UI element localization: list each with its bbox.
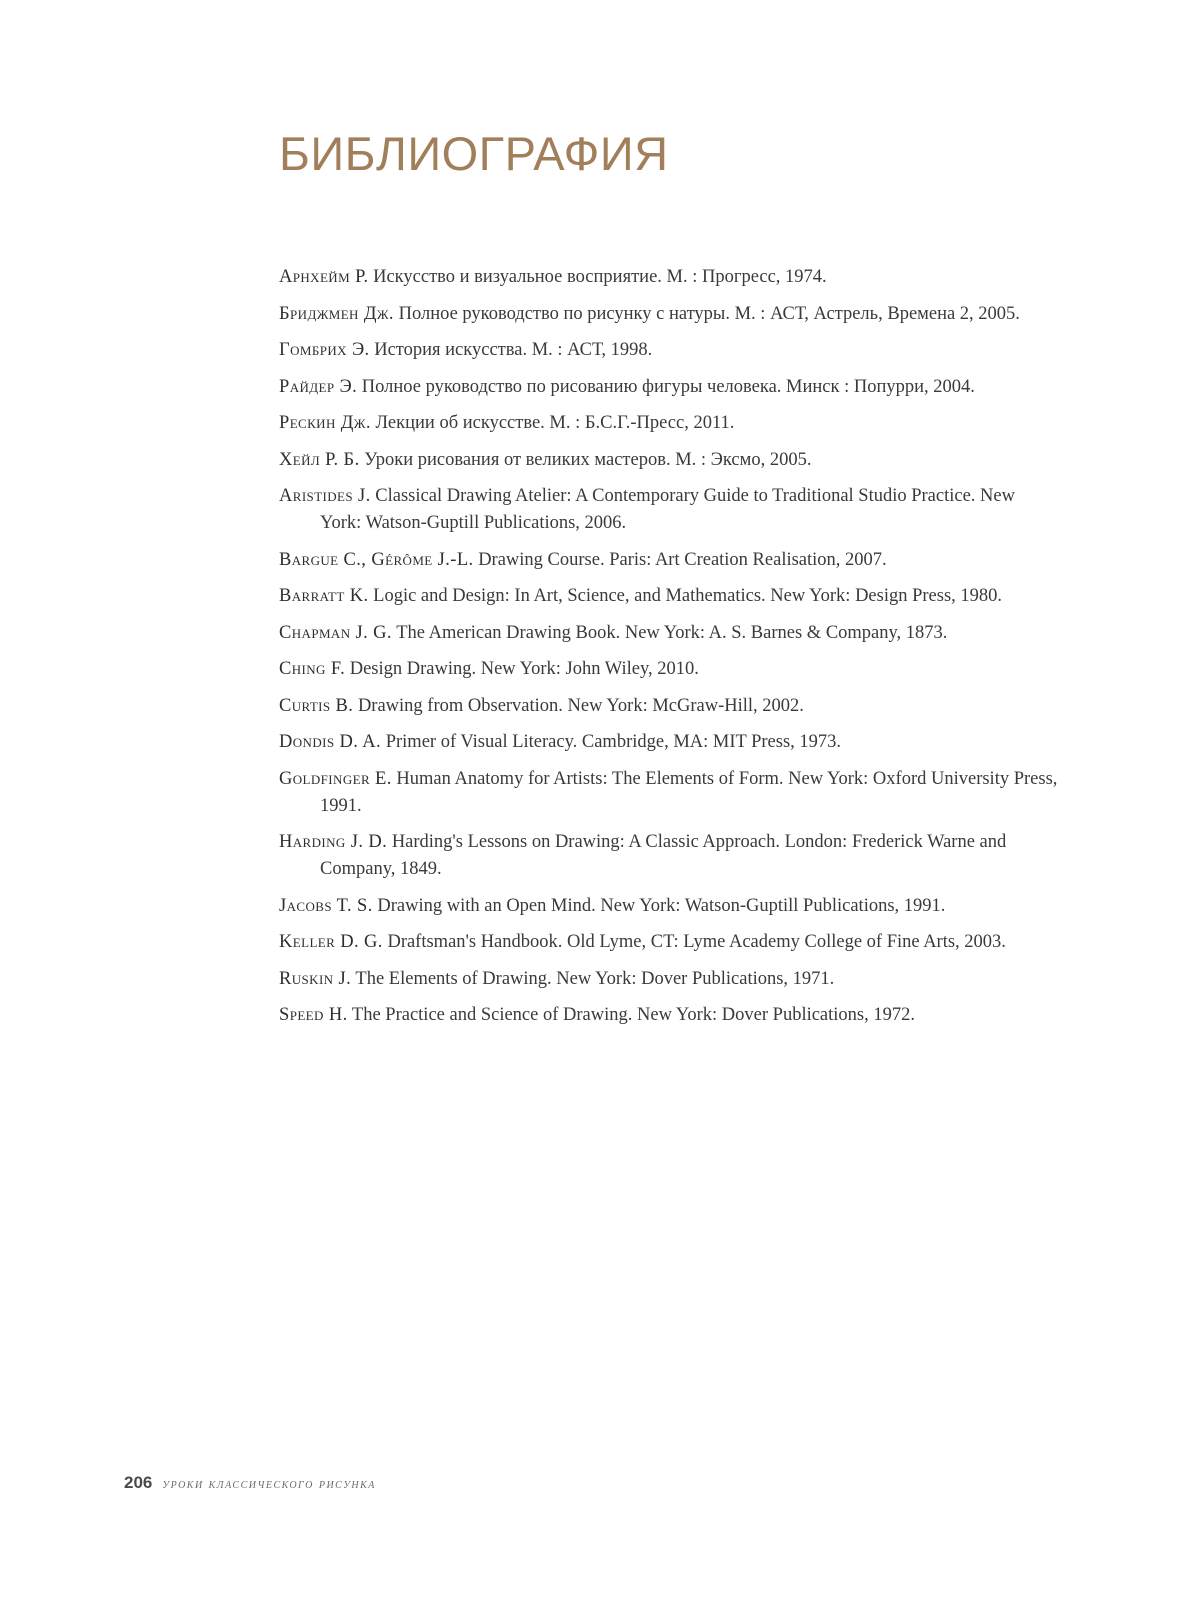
- entry-text: Drawing from Observation. New York: McGraw-Hill, 2002.: [357, 695, 804, 716]
- bibliography-entry: [279, 766, 1059, 820]
- entry-author: Goldfinger E.: [279, 768, 392, 789]
- entry-author: Aristides J.: [279, 486, 371, 506]
- bibliography-entry: [279, 620, 1059, 647]
- entry-text: Уроки рисования от великих мастеров. М. : Эксмо, 2005.: [364, 449, 812, 470]
- bibliography-entry: [279, 337, 1059, 364]
- entry-text: Classical Drawing Atelier: A Contemporary Guide to Traditional Studio Practice. New York: Watson-Guptill Publications, 2006.: [320, 486, 1015, 533]
- entry-text: Harding's Lessons on Drawing: A Classic Approach. London: Frederick Warne and Company, 1849.: [320, 832, 1007, 879]
- bibliography-entry: [279, 829, 1059, 883]
- entry-text: История искусства. М. : АСТ, 1998.: [374, 340, 653, 360]
- entry-author: Гомбрих Э.: [279, 340, 370, 360]
- entry-text: Drawing with an Open Mind. New York: Watson-Guptill Publications, 1991.: [377, 895, 946, 916]
- entry-author: Арнхейм Р.: [279, 267, 369, 287]
- bibliography-entry: [279, 410, 1059, 437]
- entry-author: Ching F.: [279, 659, 346, 679]
- entry-text: The American Drawing Book. New York: A. S. Barnes & Company, 1873.: [396, 622, 948, 643]
- entry-text: The Practice and Science of Drawing. New York: Dover Publications, 1972.: [351, 1005, 915, 1025]
- page-footer: [124, 1473, 376, 1493]
- entry-author: Barratt K.: [279, 586, 369, 606]
- running-title: уроки классического рисунка: [162, 1477, 376, 1492]
- bibliography-entry: [279, 1002, 1059, 1029]
- bibliography-entry: [279, 656, 1059, 683]
- entry-text: Logic and Design: In Art, Science, and Mathematics. New York: Design Press, 1980.: [373, 586, 1003, 606]
- entry-text: Draftsman's Handbook. Old Lyme, CT: Lyme Academy College of Fine Arts, 2003.: [387, 932, 1006, 952]
- entry-text: Drawing Course. Paris: Art Creation Realisation, 2007.: [478, 549, 887, 570]
- bibliography-entry: [279, 264, 1059, 291]
- entry-author: Хейл Р. Б.: [279, 449, 360, 470]
- bibliography-entry: [279, 547, 1059, 574]
- entry-text: Design Drawing. New York: John Wiley, 2010.: [349, 659, 699, 679]
- bibliography-list: [279, 264, 1059, 1039]
- page-number: 206: [124, 1473, 153, 1492]
- bibliography-entry: [279, 583, 1059, 610]
- entry-author: Bargue C., Gérôme J.-L.: [279, 549, 474, 570]
- bibliography-entry: [279, 693, 1059, 720]
- entry-text: Полное руководство по рисованию фигуры человека. Минск : Попурри, 2004.: [361, 376, 975, 397]
- entry-text: Искусство и визуальное восприятие. М. : Прогресс, 1974.: [373, 267, 827, 287]
- entry-author: Curtis B.: [279, 695, 354, 716]
- entry-text: Полное руководство по рисунку с натуры. М. : АСТ, Астрель, Времена 2, 2005.: [398, 303, 1020, 324]
- entry-author: Jacobs T. S.: [279, 895, 373, 916]
- entry-author: Рескин Дж.: [279, 413, 371, 433]
- entry-author: Harding J. D.: [279, 832, 388, 852]
- bibliography-entry: [279, 893, 1059, 920]
- bibliography-entry: [279, 301, 1059, 328]
- entry-author: Dondis D. A.: [279, 732, 382, 752]
- entry-text: Human Anatomy for Artists: The Elements of Form. New York: Oxford University Press, 1991.: [320, 768, 1058, 816]
- entry-text: Primer of Visual Literacy. Cambridge, MA: MIT Press, 1973.: [385, 732, 842, 752]
- entry-author: Бриджмен Дж.: [279, 303, 394, 324]
- bibliography-entry: [279, 374, 1059, 401]
- entry-author: Райдер Э.: [279, 376, 358, 397]
- entry-text: Лекции об искусстве. М. : Б.С.Г.-Пресс, 2011.: [375, 413, 735, 433]
- bibliography-entry: [279, 966, 1059, 993]
- entry-author: Keller D. G.: [279, 932, 383, 952]
- bibliography-entry: [279, 929, 1059, 956]
- page-title: БИБЛИОГРАФИЯ: [279, 127, 669, 180]
- bibliography-entry: [279, 447, 1059, 474]
- entry-author: Speed H.: [279, 1005, 348, 1025]
- bibliography-entry: [279, 729, 1059, 756]
- entry-text: The Elements of Drawing. New York: Dover Publications, 1971.: [355, 968, 835, 989]
- entry-author: Chapman J. G.: [279, 622, 392, 643]
- entry-author: Ruskin J.: [279, 968, 352, 989]
- bibliography-entry: [279, 483, 1059, 537]
